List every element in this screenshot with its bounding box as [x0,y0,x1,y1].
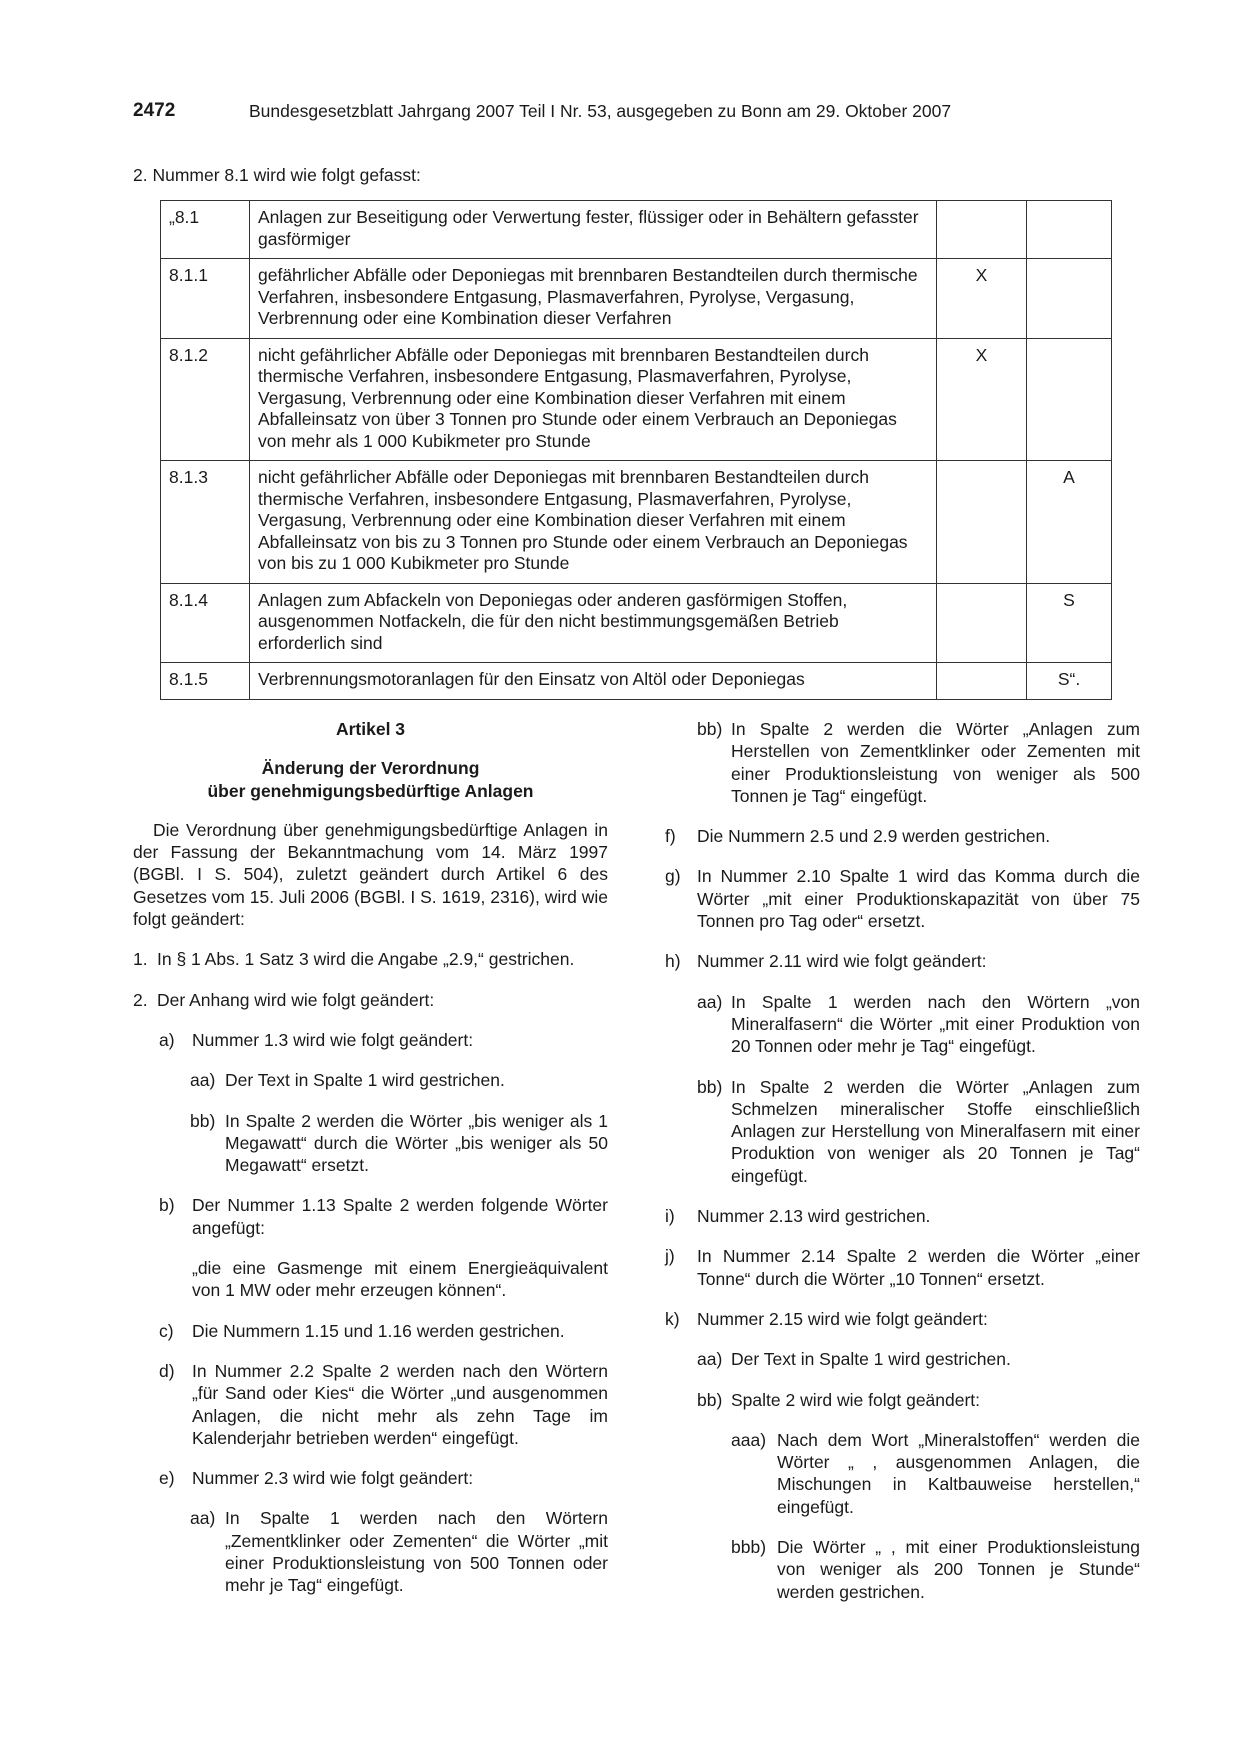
right-column [665,718,1140,1621]
row-text: Verbrennungsmotoranlagen für den Einsatz von Altöl oder Deponiegas [250,663,937,700]
row-mark-col2 [1027,201,1112,259]
list-item [665,1308,1140,1330]
item-label: f) [665,826,676,847]
item-label: aa) [697,1349,723,1370]
table-row [161,583,1112,663]
row-mark-col2: A [1027,461,1112,584]
item-label: 1. [133,949,148,970]
article-title: Artikel 3 [335,719,406,739]
list-item [665,950,1140,972]
item-label: aa) [190,1508,216,1529]
list-item [665,1205,1140,1227]
table-row [161,663,1112,700]
row-mark-col1 [937,201,1027,259]
item-label: j) [665,1246,675,1267]
list-item [133,1029,608,1051]
row-mark-col2: S [1027,583,1112,663]
item-label: aa) [190,1070,216,1091]
row-text: Anlagen zur Beseitigung oder Verwertung fester, flüssiger oder in Behältern gefasster gasförmiger [250,201,937,259]
row-mark-col1: X [937,338,1027,461]
item-label: aaa) [731,1429,767,1450]
list-item [133,989,608,1011]
item-label: c) [159,1320,174,1341]
item-text: Die Nummern 2.5 und 2.9 werden gestrichen. [697,826,1051,847]
row-text: nicht gefährlicher Abfälle oder Deponiegas mit brennbaren Bestandteilen durch thermische Verfahren, insbesondere Entgasung, Plasmaverfahren, Pyrolyse, Vergasung, Verbrennung oder eine Kombination dieser Verfahren mit einem Abfalleinsatz von bis zu 3 Tonnen pro Stunde oder einem Verbrauch an Deponiegas von bis zu 1 000 Kubikmeter pro Stunde [250,461,937,584]
item-label: h) [665,951,681,972]
row-mark-col1: X [937,259,1027,339]
list-item [133,1194,608,1239]
item-text: Der Text in Spalte 1 wird gestrichen. [731,1349,1011,1370]
item-label: k) [665,1308,680,1329]
item-label: e) [159,1468,175,1489]
item-label: bb) [697,719,723,739]
list-item [665,991,1140,1058]
item-label: bb) [190,1110,216,1131]
quoted-text: „die eine Gasmenge mit einem Energieäquivalent von 1 MW oder mehr erzeugen können“. [192,1258,608,1301]
item-text: Nach dem Wort „Mineralstoffen“ werden die Wörter „ , ausgenommen Anlagen, die Mischungen in Kaltbauweise herstellen,“ eingefügt. [777,1429,1140,1517]
list-item [665,1389,1140,1411]
item-text: In Spalte 1 werden nach den Wörtern „von Mineralfasern“ die Wörter „mit einer Produktion von 20 Tonnen oder mehr je Tag“ eingefügt. [731,991,1140,1057]
row-number: 8.1.5 [161,663,250,700]
row-mark-col1 [937,583,1027,663]
row-number: 8.1.1 [161,259,250,339]
list-item [665,1429,1140,1518]
table-row [161,461,1112,584]
item-text: Der Text in Spalte 1 wird gestrichen. [225,1070,505,1091]
article-preamble: Die Verordnung über genehmigungsbedürftige Anlagen in der Fassung der Bekanntmachung vom 14. März 1997 (BGBl. I S. 504), zuletzt geändert durch Artikel 6 des Gesetzes vom 15. Juli 2006 (BGBl. I S. 1619, 2316), wird wie folgt geändert: [133,819,608,930]
item-text: Die Nummern 1.15 und 1.16 werden gestrichen. [192,1320,565,1341]
page-number: 2472 [133,100,176,121]
list-item [133,1360,608,1449]
row-mark-col2: S“. [1027,663,1112,700]
item-label: d) [159,1360,175,1381]
article-subtitle [133,757,608,802]
list-item [665,1348,1140,1370]
article-subtitle-line1: Änderung der Verordnung [261,758,480,779]
item-label: aa) [697,991,723,1012]
item-text: Der Nummer 1.13 Spalte 2 werden folgende Wörter angefügt: [192,1195,608,1238]
item-label: 2. [133,989,148,1010]
item-text: Der Anhang wird wie folgt geändert: [157,989,435,1010]
item-text: In Spalte 2 werden die Wörter „bis weniger als 1 Megawatt“ durch die Wörter „bis weniger als 50 Megawatt“ ersetzt. [225,1110,608,1176]
row-number: „8.1 [161,201,250,259]
item-label: b) [159,1195,175,1216]
item-label: a) [159,1029,175,1050]
table-row [161,201,1112,259]
row-text: nicht gefährlicher Abfälle oder Deponiegas mit brennbaren Bestandteilen durch thermische Verfahren, insbesondere Entgasung, Plasmaverfahren, Pyrolyse, Vergasung, Verbrennung oder eine Kombination dieser Verfahren mit einem Abfalleinsatz von über 3 Tonnen pro Stunde oder einem Verbrauch an Deponiegas von mehr als 1 000 Kubikmeter pro Stunde [250,338,937,461]
list-item [133,1320,608,1342]
row-text: gefährlicher Abfälle oder Deponiegas mit brennbaren Bestandteilen durch thermische Verfahren, insbesondere Entgasung, Plasmaverfahren, Pyrolyse, Vergasung, Verbrennung oder eine Kombination dieser Verfahren [250,259,937,339]
list-item [665,1245,1140,1290]
item-text: Die Wörter „ , mit einer Produktionsleistung von weniger als 200 Tonnen je Stunde“ werden gestrichen. [777,1537,1140,1602]
list-item [665,1076,1140,1187]
page-header [133,100,1101,126]
row-text: Anlagen zum Abfackeln von Deponiegas oder anderen gasförmigen Stoffen, ausgenommen Notfackeln, die für den nicht bestimmungsgemäßen Betrieb erforderlich sind [250,583,937,663]
item-label: bbb) [731,1537,767,1558]
item-text: In Spalte 2 werden die Wörter „Anlagen zum Herstellen von Zementklinker oder Zementen mit einer Produktionsleistung von weniger als 500 Tonnen je Tag“ eingefügt. [731,719,1140,806]
intro-line: 2. Nummer 8.1 wird wie folgt gefasst: [133,165,421,185]
item-label: bb) [697,1076,723,1097]
row-number: 8.1.2 [161,338,250,461]
running-head: Bundesgesetzblatt Jahrgang 2007 Teil I Nr. 53, ausgegeben zu Bonn am 29. Oktober 2007 [249,101,952,121]
list-item [133,1507,608,1596]
table-row [161,338,1112,461]
row-mark-col1 [937,663,1027,700]
item-text: Nummer 2.13 wird gestrichen. [697,1206,931,1227]
row-mark-col2 [1027,259,1112,339]
list-item [133,1110,608,1177]
table-row [161,259,1112,339]
item-label: i) [665,1206,675,1227]
item-text: In Spalte 2 werden die Wörter „Anlagen zum Schmelzen mineralischer Stoffe einschließlich Anlagen zur Herstellung von Mineralfasern mit einer Produktion von weniger als 20 Tonnen je Tag“ eingefügt. [731,1076,1140,1186]
item-text: Nummer 1.3 wird wie folgt geändert: [192,1029,474,1050]
item-text: Nummer 2.15 wird wie folgt geändert: [697,1308,988,1329]
row-mark-col2 [1027,338,1112,461]
item-label: bb) [697,1389,723,1410]
left-column [133,718,608,1615]
list-item [133,1467,608,1489]
article-subtitle-line2: über genehmigungsbedürftige Anlagen [207,780,534,801]
row-number: 8.1.3 [161,461,250,584]
item-text: Nummer 2.11 wird wie folgt geändert: [697,951,987,972]
item-text: Nummer 2.3 wird wie folgt geändert: [192,1468,474,1489]
list-item [665,825,1140,847]
item-text: Spalte 2 wird wie folgt geändert: [731,1389,981,1410]
item-text: In Spalte 1 werden nach den Wörtern „Zementklinker oder Zementen“ die Wörter „mit einer Produktionsleistung von 500 Tonnen oder mehr je Tag“ eingefügt. [225,1508,608,1596]
list-item [133,948,608,970]
list-item [665,718,1140,807]
list-item [133,1069,608,1091]
item-text: In Nummer 2.10 Spalte 1 wird das Komma durch die Wörter „mit einer Produktionskapazität von über 75 Tonnen pro Tag oder“ ersetzt. [697,866,1140,932]
item-label: g) [665,866,681,887]
item-text: In Nummer 2.14 Spalte 2 werden die Wörter „einer Tonne“ durch die Wörter „10 Tonnen“ ersetzt. [697,1246,1140,1289]
item-text: In Nummer 2.2 Spalte 2 werden nach den Wörtern „für Sand oder Kies“ die Wörter „und ausgenommen Anlagen, die nicht mehr als zehn Tage im Kalenderjahr betrieben werden“ eingefügt. [192,1360,608,1448]
amendment-table [160,200,1112,700]
item-text: In § 1 Abs. 1 Satz 3 wird die Angabe „2.9,“ gestrichen. [157,949,575,970]
list-item [665,865,1140,932]
row-number: 8.1.4 [161,583,250,663]
row-mark-col1 [937,461,1027,584]
list-item [665,1536,1140,1603]
